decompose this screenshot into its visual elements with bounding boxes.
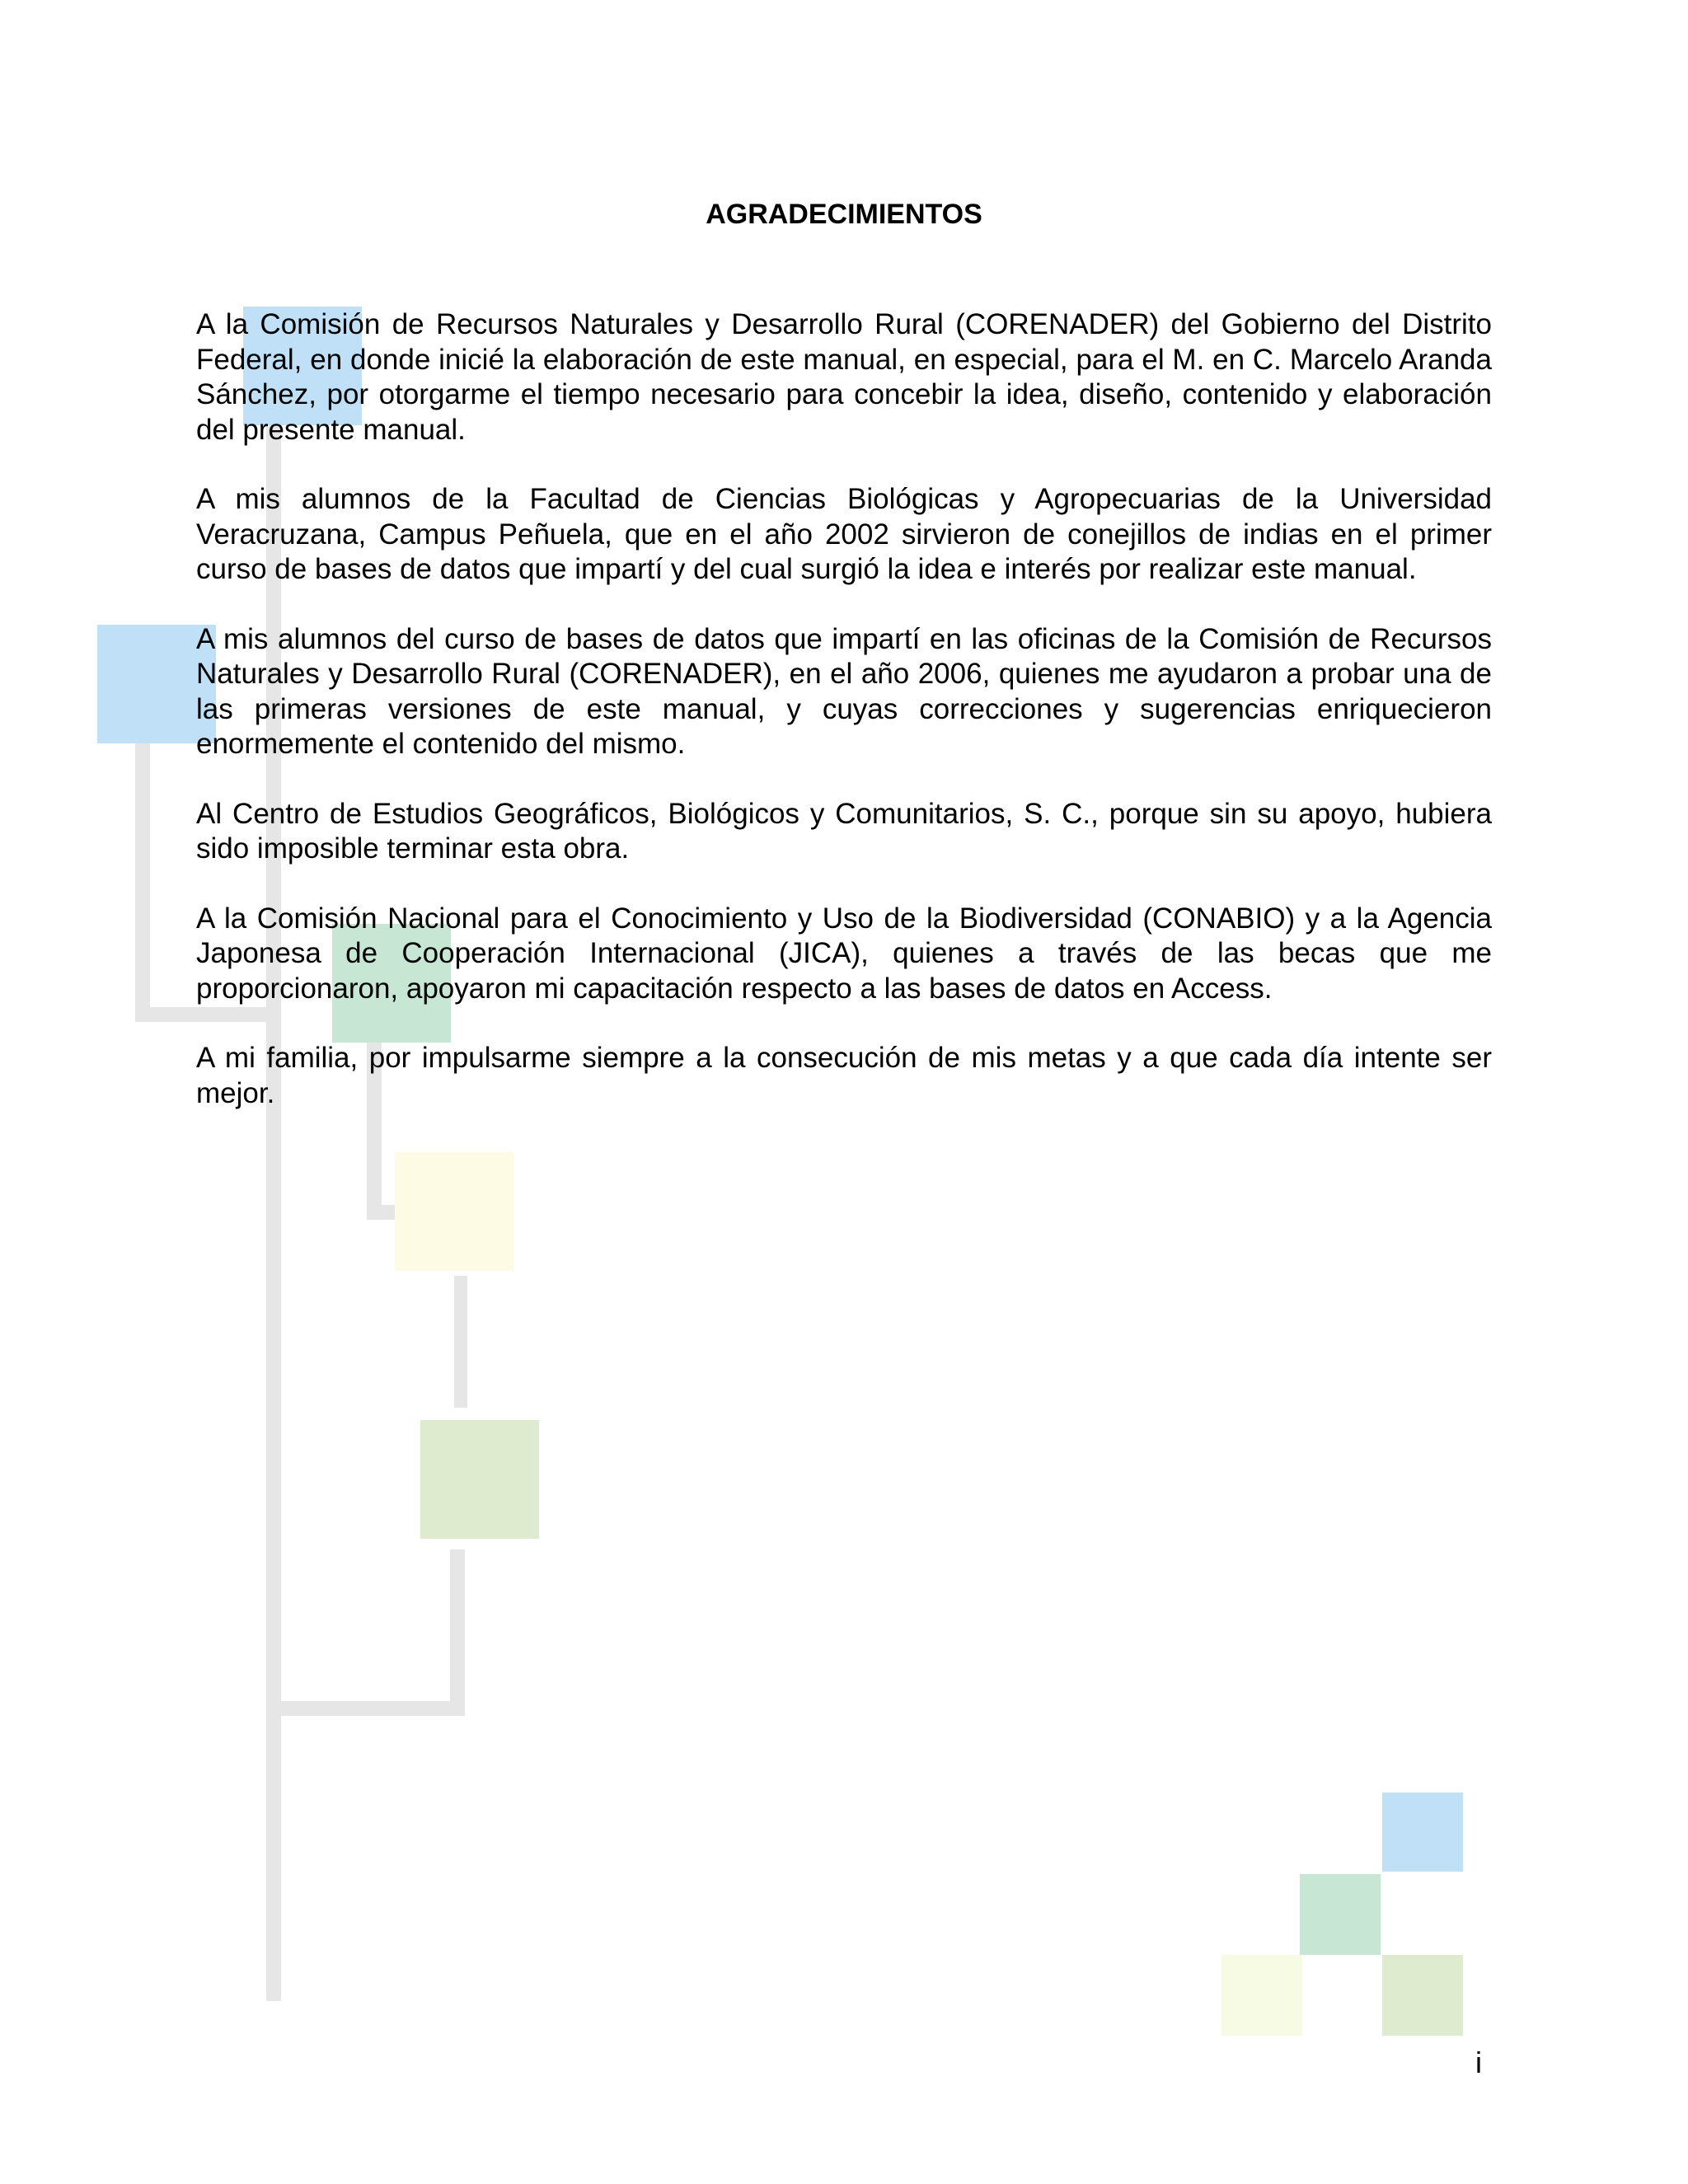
square-cluster-green — [1300, 1874, 1381, 1955]
paragraph-corenader: A la Comisión de Recursos Naturales y Desarrollo Rural (CORENADER) del Gobierno del Distrito Federal, en donde inicié la elaboración de este manual, en especial, para el M. en C. Marcelo Aranda Sánchez, por otorgarme el tiempo necesario para concebir la idea, diseño, contenido y elaboración del presente manual. — [196, 308, 1492, 446]
square-cluster-lime — [1382, 1955, 1463, 2036]
connector-mid-horizontal — [367, 1205, 396, 1220]
square-yellow — [395, 1152, 513, 1271]
paragraph-family: A mi familia, por impulsarme siempre a la consecución de mis metas y a que cada día intente ser mejor. — [196, 1042, 1492, 1109]
paragraph-conabio-jica: A la Comisión Nacional para el Conocimiento y Uso de la Biodiversidad (CONABIO) y a la Agencia Japonesa de Cooperación Internacional (JICA), quienes a través de las becas que me proporcionaron, apoyaron mi capacitación respecto a las bases de datos en Access. — [196, 902, 1492, 1005]
connector-bottom-vertical — [450, 1549, 465, 1714]
paragraph-centro-estudios: Al Centro de Estudios Geográficos, Biológicos y Comunitarios, S. C., porque sin su apoyo, hubiera sido imposible terminar esta obra. — [196, 797, 1492, 865]
square-cluster-blue — [1382, 1793, 1463, 1872]
square-lime — [420, 1420, 539, 1539]
paragraph-students-course-2006: A mis alumnos del curso de bases de datos que impartí en las oficinas de la Comisión de Recursos Naturales y Desarrollo Rural (CORENADER), en el año 2006, quienes me ayudaron a probar una de las primeras versiones de este manual, y cuyas correcciones y sugerencias enriquecieron enormemente el contenido del mismo. — [196, 622, 1492, 760]
connector-bottom-horizontal — [272, 1701, 465, 1716]
connector-left-vertical — [135, 740, 150, 1020]
page-title: AGRADECIMIENTOS — [706, 199, 982, 230]
paragraph-students-veracruzana: A mis alumnos de la Facultad de Ciencias Biológicas y Agropecuarias de la Universidad Veracruzana, Campus Peñuela, que en el año 2002 sirvieron de conejillos de indias en el primer curso de bases de datos que impartí y del cual surgió la idea e interés por realizar este manual. — [196, 483, 1492, 585]
page-number: i — [1475, 2046, 1482, 2079]
connector-lower-vertical — [454, 1276, 467, 1408]
acknowledgements-section — [196, 194, 1492, 1146]
square-cluster-pale-yellow — [1221, 1955, 1302, 2036]
